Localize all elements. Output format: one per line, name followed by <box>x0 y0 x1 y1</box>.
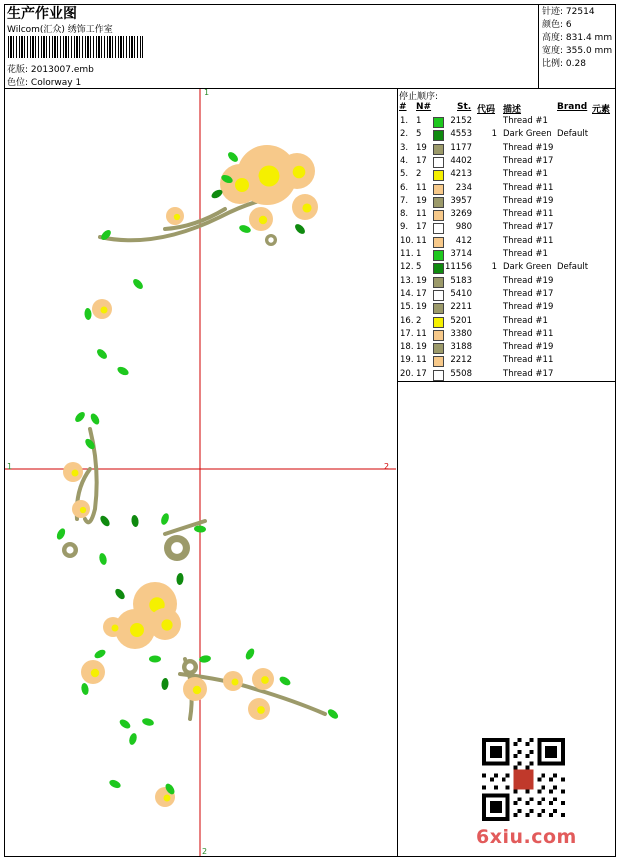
row-description: Thread #17 <box>503 155 554 166</box>
row-stitches: 2152 <box>450 116 472 126</box>
leaf-shape <box>161 678 169 691</box>
color-swatch <box>433 210 444 221</box>
qr-module <box>553 809 557 813</box>
qr-module <box>482 762 510 766</box>
row-needle: 11 <box>416 355 427 366</box>
qr-module <box>482 774 486 778</box>
row-needle: 17 <box>416 368 427 379</box>
leaf-shape <box>176 573 184 586</box>
row-description: Thread #19 <box>503 195 554 206</box>
flower-center-shape <box>235 178 249 192</box>
row-needle: 19 <box>416 275 427 286</box>
flower-center-shape <box>259 216 267 224</box>
row-needle: 11 <box>416 235 427 246</box>
row-number: 19. <box>400 355 414 366</box>
row-needle: 19 <box>416 302 427 313</box>
leaf-shape <box>131 515 140 528</box>
leaf-shape <box>116 365 130 377</box>
row-stitches: 4213 <box>450 169 472 180</box>
design-file-label: 花版: <box>7 65 29 75</box>
flower-center-shape <box>72 470 79 477</box>
round-flower-center-shape <box>66 546 73 553</box>
flower-center-shape <box>257 706 265 714</box>
leaf-shape <box>93 648 107 660</box>
sequence-title: 停止顺序: <box>399 92 439 102</box>
stat-scale <box>542 58 612 71</box>
leaf-shape <box>99 514 112 528</box>
qr-code-icon <box>482 738 565 821</box>
qr-module <box>537 778 541 782</box>
round-flower-center-shape <box>171 542 183 554</box>
sequence-header <box>399 102 615 114</box>
col-desc: 描述 <box>503 105 522 115</box>
row-stitches: 3714 <box>450 249 472 259</box>
row-needle: 17 <box>416 155 427 166</box>
sequence-row <box>399 183 615 196</box>
qr-module <box>541 785 545 789</box>
colorway-line <box>7 75 81 88</box>
color-swatch <box>433 343 444 354</box>
color-swatch <box>433 130 444 141</box>
qr-module <box>541 774 545 778</box>
color-swatch <box>433 356 444 367</box>
leaf-shape <box>128 732 138 745</box>
leaf-shape <box>238 224 252 235</box>
qr-module <box>525 789 529 793</box>
stat-value: 72514 <box>565 7 595 17</box>
qr-module <box>545 746 557 758</box>
leaf-shape <box>84 308 92 320</box>
row-number: 11. <box>400 249 414 259</box>
qr-module <box>549 801 553 805</box>
row-number: 16. <box>400 315 414 326</box>
qr-module <box>514 789 518 793</box>
design-file-line <box>7 62 94 75</box>
row-description: Thread #11 <box>503 182 554 193</box>
sequence-row <box>399 289 615 302</box>
leaf-shape <box>118 718 132 731</box>
color-swatch <box>433 370 444 381</box>
row-needle: 11 <box>416 328 427 339</box>
row-description: Thread #1 <box>503 116 548 126</box>
stat-label: 颜色: <box>542 20 564 30</box>
row-description: Thread #19 <box>503 142 554 153</box>
row-needle: 19 <box>416 342 427 353</box>
sequence-row <box>399 222 615 235</box>
sequence-row <box>399 116 615 129</box>
watermark-text: 6xiu.com <box>476 826 577 848</box>
stat-height <box>542 32 612 45</box>
row-stitches: 234 <box>455 182 472 193</box>
sequence-row <box>399 196 615 209</box>
qr-module <box>537 738 565 742</box>
row-stitches: 3957 <box>450 195 472 206</box>
row-needle: 19 <box>416 142 427 153</box>
flower-center-shape <box>112 625 119 632</box>
col-stitches: St. <box>457 102 472 112</box>
qr-module <box>514 801 518 805</box>
row-stitches: 3269 <box>450 209 472 220</box>
color-swatch <box>433 290 444 301</box>
flower-center-shape <box>302 203 311 212</box>
row-needle: 1 <box>416 116 422 126</box>
red-seal-icon <box>514 770 534 790</box>
row-needle: 2 <box>416 315 422 326</box>
row-description: Thread #19 <box>503 342 554 353</box>
row-description: Thread #11 <box>503 355 554 366</box>
row-description: Thread #19 <box>503 302 554 313</box>
qr-module <box>541 809 545 813</box>
row-stitches: 1177 <box>450 142 472 153</box>
row-number: 3. <box>400 142 409 153</box>
stat-colors <box>542 19 612 32</box>
qr-module <box>482 785 486 789</box>
color-swatch <box>433 170 444 181</box>
qr-module <box>494 785 498 789</box>
row-needle: 11 <box>416 209 427 220</box>
row-description: Thread #11 <box>503 235 554 246</box>
flower-center-shape <box>261 676 269 684</box>
stat-label: 宽度: <box>542 46 564 56</box>
qr-module <box>525 801 529 805</box>
qr-module <box>529 750 533 754</box>
sequence-row <box>399 302 615 315</box>
col-brand: Brand <box>557 102 588 112</box>
qr-module <box>541 797 545 801</box>
row-description: Thread #11 <box>503 328 554 339</box>
row-stitches: 11156 <box>444 262 472 273</box>
leaf-shape <box>89 412 101 426</box>
row-needle: 5 <box>416 262 422 273</box>
barcode-icon <box>8 36 143 58</box>
row-stitches: 5410 <box>450 288 472 299</box>
sequence-row <box>399 262 615 275</box>
leaf-shape <box>81 682 90 695</box>
row-stitches: 5183 <box>450 275 472 286</box>
flower-center-shape <box>161 619 172 630</box>
qr-module <box>561 778 565 782</box>
sequence-row <box>399 156 615 169</box>
qr-module <box>525 754 529 758</box>
embroidery-artwork <box>55 145 340 807</box>
qr-module <box>537 801 541 805</box>
leaf-shape <box>55 527 67 541</box>
flower-center-shape <box>164 795 171 802</box>
page-title: 生产作业图 <box>7 6 77 22</box>
sequence-row <box>399 209 615 222</box>
qr-module <box>506 774 510 778</box>
stat-label: 针迹: <box>542 7 564 17</box>
row-number: 8. <box>400 209 409 220</box>
qr-module <box>518 762 522 766</box>
qr-module <box>549 789 553 793</box>
design-file-value: 2013007.emb <box>30 65 94 75</box>
qr-module <box>518 750 522 754</box>
qr-module <box>553 797 557 801</box>
sequence-row <box>399 143 615 156</box>
row-stitches: 2212 <box>450 355 472 366</box>
qr-module <box>537 762 565 766</box>
leaf-shape <box>131 277 144 290</box>
qr-module <box>525 813 529 817</box>
color-swatch <box>433 317 444 328</box>
qr-module <box>525 766 529 770</box>
qr-module <box>525 742 529 746</box>
leaf-shape <box>278 675 292 687</box>
row-needle: 17 <box>416 222 427 233</box>
stat-value: 831.4 mm <box>565 33 613 43</box>
row-description: Thread #17 <box>503 368 554 379</box>
row-description: Thread #1 <box>503 169 548 180</box>
leaf-shape <box>226 150 239 163</box>
color-swatch <box>433 237 444 248</box>
axis-label-bottom: 2 <box>202 847 208 856</box>
qr-module <box>514 766 518 770</box>
qr-module <box>518 797 522 801</box>
row-number: 13. <box>400 275 414 286</box>
leaf-shape <box>326 707 340 720</box>
row-description: Dark Green <box>503 129 552 140</box>
color-swatch <box>433 223 444 234</box>
axis-label-top: 1 <box>204 88 210 97</box>
qr-module <box>490 801 502 813</box>
row-description: Dark Green <box>503 262 552 273</box>
stat-value: 355.0 mm <box>565 46 613 56</box>
row-description: Thread #19 <box>503 275 554 286</box>
stats-panel <box>542 6 612 71</box>
flower-center-shape <box>174 214 180 220</box>
colorway-label: 色位: <box>7 78 29 88</box>
row-number: 5. <box>400 169 409 180</box>
row-stitches: 2211 <box>450 302 472 313</box>
stat-value: 6 <box>565 20 572 30</box>
leaf-shape <box>244 647 256 661</box>
col-no: # <box>399 102 407 112</box>
sequence-row <box>399 369 615 382</box>
qr-module <box>518 738 522 742</box>
qr-module <box>482 793 510 797</box>
qr-module <box>549 813 553 817</box>
qr-module <box>514 742 518 746</box>
axis-label-right: 2 <box>384 462 390 471</box>
qr-module <box>506 785 510 789</box>
row-number: 6. <box>400 182 409 193</box>
flower-center-shape <box>91 669 99 677</box>
stat-stitches <box>542 6 612 19</box>
row-stitches: 5508 <box>450 368 472 379</box>
row-number: 20. <box>400 368 414 379</box>
round-flower-center-shape <box>186 663 193 670</box>
row-number: 10. <box>400 235 414 246</box>
col-code: 代码 <box>477 105 496 115</box>
qr-module <box>506 738 510 766</box>
qr-module <box>537 738 541 766</box>
row-stitches: 980 <box>455 222 472 233</box>
qr-module <box>502 778 506 782</box>
row-description: Thread #11 <box>503 209 554 220</box>
color-swatch <box>433 197 444 208</box>
qr-module <box>529 797 533 801</box>
row-needle: 11 <box>416 182 427 193</box>
sequence-row <box>399 129 615 142</box>
flower-center-shape <box>259 166 280 187</box>
round-flower-center-shape <box>268 237 273 242</box>
qr-module <box>514 754 518 758</box>
qr-module <box>537 789 541 793</box>
row-description: Thread #17 <box>503 222 554 233</box>
stat-width <box>542 45 612 58</box>
stat-label: 高度: <box>542 33 564 43</box>
qr-module <box>482 738 510 742</box>
row-number: 15. <box>400 302 414 313</box>
company-name: Wilcom(汇众) 绣饰工作室 <box>7 25 113 35</box>
row-number: 2. <box>400 129 409 140</box>
leaf-shape <box>160 512 171 526</box>
qr-module <box>482 793 486 821</box>
color-swatch <box>433 184 444 195</box>
colorway-value: Colorway 1 <box>30 78 82 88</box>
qr-module <box>561 789 565 793</box>
flower-center-shape <box>101 307 108 314</box>
qr-module <box>561 738 565 766</box>
row-stitches: 5201 <box>450 315 472 326</box>
leaf-shape <box>98 552 108 565</box>
color-swatch <box>433 263 444 274</box>
row-needle: 5 <box>416 129 422 140</box>
row-needle: 17 <box>416 288 427 299</box>
qr-module <box>529 809 533 813</box>
row-number: 7. <box>400 195 409 206</box>
row-number: 9. <box>400 222 409 233</box>
stat-value: 0.28 <box>565 59 586 69</box>
row-stitches: 3380 <box>450 328 472 339</box>
stem-shape <box>100 199 267 240</box>
row-number: 1. <box>400 116 409 126</box>
stat-label: 比例: <box>542 59 564 69</box>
color-swatch <box>433 330 444 341</box>
qr-module <box>494 774 498 778</box>
leaf-shape <box>95 347 108 360</box>
flower-center-shape <box>193 686 201 694</box>
row-stitches: 4402 <box>450 155 472 166</box>
color-swatch <box>433 144 444 155</box>
flower-center-shape <box>232 679 239 686</box>
leaf-shape <box>194 525 207 533</box>
color-swatch <box>433 250 444 261</box>
color-swatch <box>433 117 444 128</box>
qr-module <box>482 817 510 821</box>
qr-module <box>490 746 502 758</box>
row-number: 4. <box>400 155 409 166</box>
row-stitches: 412 <box>455 235 472 246</box>
sequence-row <box>399 342 615 355</box>
flower-center-shape <box>293 166 306 179</box>
qr-module <box>490 778 494 782</box>
row-code: 1 <box>491 129 497 140</box>
qr-module <box>561 801 565 805</box>
qr-module <box>537 813 541 817</box>
color-swatch <box>433 277 444 288</box>
sequence-row <box>399 249 615 262</box>
row-number: 14. <box>400 288 414 299</box>
row-needle: 2 <box>416 169 422 180</box>
leaf-shape <box>141 717 154 727</box>
row-number: 12. <box>400 262 414 273</box>
qr-module <box>529 762 533 766</box>
row-needle: 1 <box>416 249 422 259</box>
leaf-shape <box>149 656 161 663</box>
row-number: 17. <box>400 328 414 339</box>
qr-module <box>482 738 486 766</box>
qr-module <box>561 813 565 817</box>
leaf-shape <box>108 778 122 789</box>
qr-module <box>553 774 557 778</box>
sequence-row <box>399 355 615 368</box>
main-divider <box>397 88 398 857</box>
row-brand: Default <box>557 262 589 273</box>
sequence-row <box>399 316 615 329</box>
row-stitches: 4553 <box>450 129 472 140</box>
col-needle: N# <box>416 102 432 112</box>
stats-divider <box>538 4 539 88</box>
row-stitches: 3188 <box>450 342 472 353</box>
design-preview <box>5 89 396 856</box>
color-swatch <box>433 157 444 168</box>
qr-module <box>529 738 533 742</box>
leaf-shape <box>293 222 306 235</box>
sequence-row <box>399 276 615 289</box>
qr-module <box>553 785 557 789</box>
row-needle: 19 <box>416 195 427 206</box>
flower-center-shape <box>130 623 144 637</box>
flower-center-shape <box>80 507 86 513</box>
qr-module <box>506 793 510 821</box>
row-description: Thread #1 <box>503 315 548 326</box>
sequence-row <box>399 169 615 182</box>
sequence-row <box>399 236 615 249</box>
leaf-shape <box>73 410 86 424</box>
qr-module <box>518 809 522 813</box>
col-element: 元素 <box>592 105 611 115</box>
row-number: 18. <box>400 342 414 353</box>
axis-label-left: 1 <box>7 462 13 471</box>
row-description: Thread #1 <box>503 249 548 259</box>
qr-module <box>514 813 518 817</box>
row-description: Thread #17 <box>503 288 554 299</box>
color-swatch <box>433 303 444 314</box>
row-code: 1 <box>491 262 497 273</box>
row-brand: Default <box>557 129 589 140</box>
sequence-row <box>399 329 615 342</box>
qr-module <box>549 778 553 782</box>
leaf-shape <box>113 587 126 601</box>
